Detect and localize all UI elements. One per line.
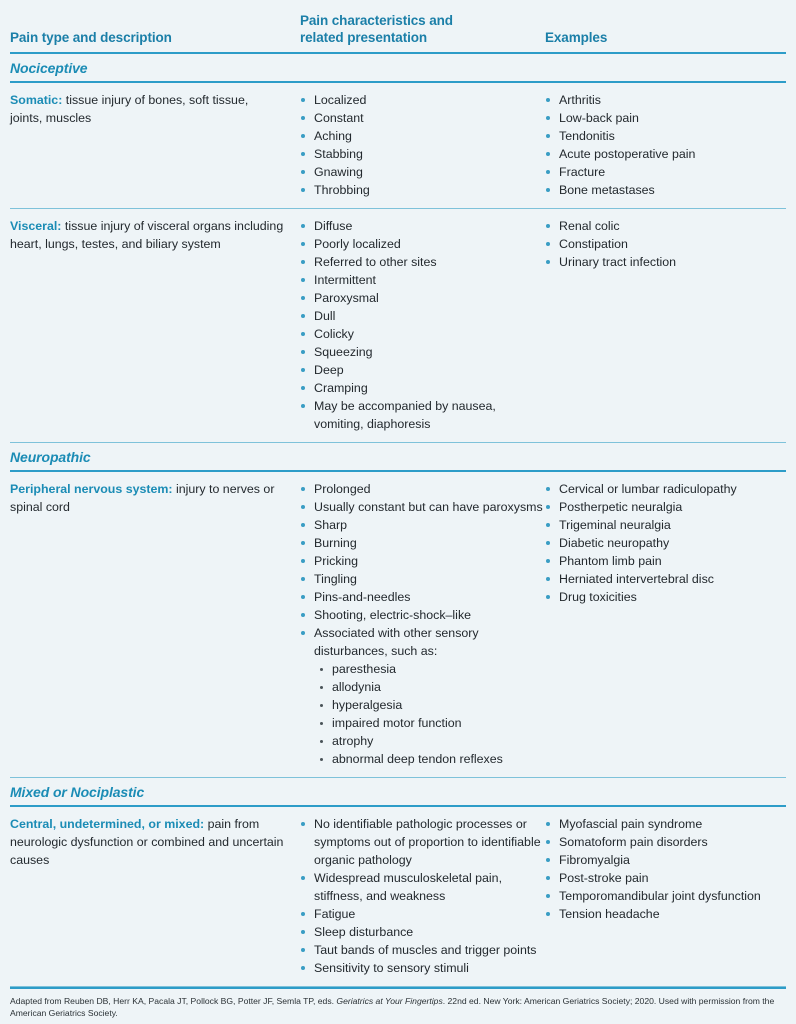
list-item: Aching [300, 127, 545, 145]
list-item: Paroxysmal [300, 289, 545, 307]
list-item: Fracture [545, 163, 786, 181]
table-row [10, 472, 786, 777]
cell-characteristics [300, 91, 545, 199]
list-item: Squeezing [300, 343, 545, 361]
footnote [10, 989, 786, 1019]
section-band [10, 443, 786, 470]
list-item: Stabbing [300, 145, 545, 163]
list-item: Prolonged [300, 480, 545, 498]
header-cell-pain-type [10, 12, 300, 46]
list-item: Colicky [300, 325, 545, 343]
characteristics-list [300, 815, 545, 977]
examples-list [545, 480, 786, 606]
cell-characteristics [300, 480, 545, 768]
characteristics-list [300, 217, 545, 433]
list-item: Phantom limb pain [545, 552, 786, 570]
list-item: Acute postoperative pain [545, 145, 786, 163]
cell-examples [545, 480, 786, 768]
header-cell-characteristics [300, 12, 545, 46]
list-item: Bone metastases [545, 181, 786, 199]
section-title: Nociceptive [10, 60, 88, 76]
pain-type-term: Visceral: [10, 219, 62, 233]
cell-pain-type [10, 480, 300, 768]
list-item: Post-stroke pain [545, 869, 786, 887]
list-item: Localized [300, 91, 545, 109]
list-item: Sensitivity to sensory stimuli [300, 959, 545, 977]
section-title: Neuropathic [10, 449, 91, 465]
sub-characteristics-list [300, 660, 545, 768]
list-item: Deep [300, 361, 545, 379]
list-item: Postherpetic neuralgia [545, 498, 786, 516]
header-label-characteristics-line2: related presentation [300, 30, 428, 45]
examples-list [545, 815, 786, 923]
list-item: Diabetic neuropathy [545, 534, 786, 552]
list-item: Tension headache [545, 905, 786, 923]
list-item: Constant [300, 109, 545, 127]
list-item: Taut bands of muscles and trigger points [300, 941, 545, 959]
pain-type-term: Somatic: [10, 93, 63, 107]
list-item: Herniated intervertebral disc [545, 570, 786, 588]
list-item: Arthritis [545, 91, 786, 109]
cell-pain-type [10, 217, 300, 433]
list-item: Shooting, electric-shock–like [300, 606, 545, 624]
list-item: Low-back pain [545, 109, 786, 127]
list-item: Tendonitis [545, 127, 786, 145]
cell-examples [545, 91, 786, 199]
footnote-part1: Adapted from Reuben DB, Herr KA, Pacala JT, Pollock BG, Potter JF, Semla TP, eds. [10, 996, 337, 1006]
list-item: Cramping [300, 379, 545, 397]
table-body [10, 54, 786, 987]
list-item: Widespread musculoskeletal pain, stiffness, and weakness [300, 869, 545, 905]
list-item: Intermittent [300, 271, 545, 289]
header-label-characteristics-line1: Pain characteristics and [300, 13, 453, 28]
list-item: Trigeminal neuralgia [545, 516, 786, 534]
pain-type-description: pain from neurologic dysfunction or combined and uncertain causes [10, 817, 284, 867]
list-item: Burning [300, 534, 545, 552]
list-item: Sleep disturbance [300, 923, 545, 941]
list-item: Temporomandibular joint dysfunction [545, 887, 786, 905]
sub-list-item: allodynia [318, 678, 545, 696]
pain-type-description: injury to nerves or spinal cord [10, 482, 275, 514]
header-label-examples: Examples [545, 30, 608, 45]
sub-list-item: atrophy [318, 732, 545, 750]
list-item: Usually constant but can have paroxysms [300, 498, 545, 516]
list-item: Cervical or lumbar radiculopathy [545, 480, 786, 498]
table-row [10, 209, 786, 442]
pain-type-description: tissue injury of bones, soft tissue, joints, muscles [10, 93, 249, 125]
list-item: Pins-and-needles [300, 588, 545, 606]
pain-type-description: tissue injury of visceral organs including heart, lungs, testes, and biliary system [10, 219, 284, 251]
examples-list [545, 217, 786, 271]
table-header-row [10, 0, 786, 52]
list-item: No identifiable pathologic processes or symptoms out of proportion to identifiable organic pathology [300, 815, 545, 869]
list-item: Diffuse [300, 217, 545, 235]
list-item: Referred to other sites [300, 253, 545, 271]
cell-pain-type [10, 91, 300, 199]
sub-list-item: abnormal deep tendon reflexes [318, 750, 545, 768]
list-item: Fatigue [300, 905, 545, 923]
cell-examples [545, 815, 786, 977]
pain-type-term: Central, undetermined, or mixed: [10, 817, 205, 831]
header-label-pain-type: Pain type and description [10, 30, 172, 45]
section-title: Mixed or Nociplastic [10, 784, 145, 800]
table-row [10, 83, 786, 208]
sub-list-item: impaired motor function [318, 714, 545, 732]
list-item: Tingling [300, 570, 545, 588]
list-item: Drug toxicities [545, 588, 786, 606]
list-item: May be accompanied by nausea, vomiting, diaphoresis [300, 397, 545, 433]
cell-pain-type [10, 815, 300, 977]
cell-characteristics [300, 217, 545, 433]
cell-characteristics [300, 815, 545, 977]
list-item: Throbbing [300, 181, 545, 199]
header-cell-examples [545, 12, 786, 46]
list-item: Urinary tract infection [545, 253, 786, 271]
list-item: Myofascial pain syndrome [545, 815, 786, 833]
list-item: Dull [300, 307, 545, 325]
pain-type-term: Peripheral nervous system: [10, 482, 173, 496]
list-item: Poorly localized [300, 235, 545, 253]
list-item: Renal colic [545, 217, 786, 235]
list-item: Fibromyalgia [545, 851, 786, 869]
list-item: Sharp [300, 516, 545, 534]
footnote-part2: . 22nd ed. New York: American Geriatrics Society; 2020. Used with permission from the American Geriatrics Society. [10, 996, 775, 1018]
list-item: Pricking [300, 552, 545, 570]
sub-list-item: paresthesia [318, 660, 545, 678]
characteristics-list [300, 480, 545, 660]
characteristics-list [300, 91, 545, 199]
list-item: Constipation [545, 235, 786, 253]
cell-examples [545, 217, 786, 433]
table-row [10, 807, 786, 986]
sub-list-item: hyperalgesia [318, 696, 545, 714]
footnote-source-title: Geriatrics at Your Fingertips [336, 996, 443, 1006]
list-item: Associated with other sensory disturbances, such as: [300, 624, 545, 660]
list-item: Somatoform pain disorders [545, 833, 786, 851]
examples-list [545, 91, 786, 199]
section-band [10, 54, 786, 81]
section-band [10, 778, 786, 805]
list-item: Gnawing [300, 163, 545, 181]
